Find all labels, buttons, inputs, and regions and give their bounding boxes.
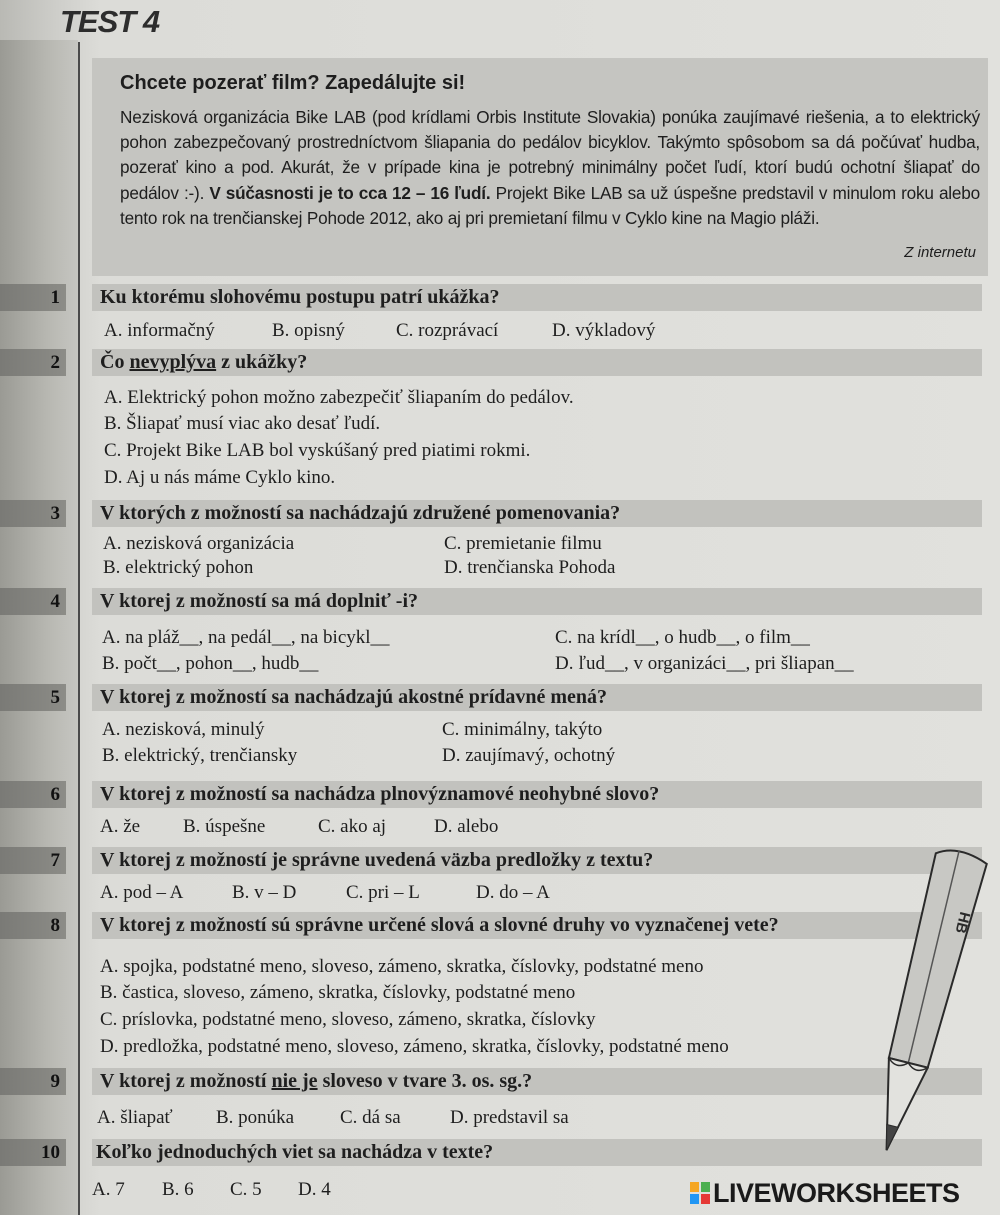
option-a[interactable]: A. nezisková organizácia	[103, 533, 295, 554]
option-c[interactable]: C. ako aj	[318, 816, 387, 837]
option-b[interactable]: B. ponúka	[216, 1107, 295, 1128]
option-b[interactable]: B. častica, sloveso, zámeno, skratka, číslovky, podstatné meno	[100, 982, 576, 1003]
passage-line: Projekt Bike LAB sa už úspešne predstavil v minulom roku alebo tento rok na	[120, 182, 980, 228]
option-c[interactable]: C. pri – L	[346, 882, 420, 903]
option-b[interactable]: B. počt__, pohon__, hudb__	[102, 653, 319, 674]
liveworksheets-logo	[690, 1178, 960, 1209]
question-text	[100, 349, 307, 376]
highlighted-sentence-part: cca 12 – 16 ľudí.	[358, 182, 491, 203]
option-b[interactable]: B. elektrický pohon	[103, 557, 254, 578]
option-d[interactable]: D. trenčianska Pohoda	[444, 557, 616, 578]
question-text: V ktorej z možností sú správne určené slová a slovné druhy vo vyznačenej vete?	[100, 914, 779, 936]
question-number: 4	[0, 588, 66, 615]
underlined-word: nevyplýva	[129, 351, 217, 373]
question-text-part: Čo	[100, 351, 130, 373]
option-d[interactable]: D. výkladový	[552, 320, 656, 341]
option-a[interactable]: A. 7	[92, 1179, 125, 1200]
question-text-part: V ktorej z možností	[100, 1070, 272, 1092]
option-b[interactable]: B. Šliapať musí viac ako desať ľudí.	[104, 413, 381, 434]
question-number: 6	[0, 781, 66, 808]
pencil-label: HB	[951, 909, 974, 936]
passage-line: Takýmto spôsobom sa dá počúvať hudba, pozerať kino a pod. Akurát, že v prípade kina je	[120, 132, 980, 178]
question-text: V ktorej z možností je správne uvedená väzba predložky z textu?	[100, 849, 654, 871]
question-number: 9	[0, 1068, 66, 1095]
option-b[interactable]: B. opisný	[272, 320, 345, 341]
underlined-word: nie je	[271, 1070, 318, 1092]
option-d[interactable]: D. ľud__, v organizáci__, pri šliapan__	[555, 653, 854, 674]
option-d[interactable]: D. predstavil sa	[450, 1107, 569, 1128]
question-number: 10	[0, 1139, 66, 1166]
option-b[interactable]: B. elektrický, trenčiansky	[102, 745, 298, 766]
question-number: 8	[0, 912, 66, 939]
left-margin-strip	[0, 40, 78, 1215]
option-c[interactable]: C. Projekt Bike LAB bol vyskúšaný pred piatimi rokmi.	[104, 440, 531, 461]
question-text: Ku ktorému slohovému postupu patrí ukážka?	[100, 286, 500, 308]
option-d[interactable]: D. do – A	[476, 882, 550, 903]
passage-source: Z internetu	[904, 244, 976, 261]
option-a[interactable]: A. pod – A	[100, 882, 184, 903]
option-d[interactable]: D. predložka, podstatné meno, sloveso, zámeno, skratka, číslovky, podstatné meno	[100, 1036, 729, 1057]
option-d[interactable]: D. zaujímavý, ochotný	[442, 745, 616, 766]
passage-line: Nezisková organizácia Bike LAB (pod krídlami Orbis Institute Slovakia) ponúka zaujímavé	[120, 107, 800, 127]
liveworksheets-logo-icon	[690, 1182, 710, 1204]
question-text: V ktorej z možností sa nachádzajú akostné prídavné mená?	[100, 686, 608, 708]
margin-line	[78, 42, 80, 1215]
passage-text	[120, 105, 980, 231]
option-b[interactable]: B. úspešne	[183, 816, 266, 837]
option-d[interactable]: D. alebo	[434, 816, 499, 837]
question-number: 5	[0, 684, 66, 711]
question-text: V ktorej z možností sa má doplniť -i?	[100, 590, 419, 612]
question-text: Koľko jednoduchých viet sa nachádza v texte?	[96, 1141, 494, 1163]
liveworksheets-logo-text: LIVEWORKSHEETS	[713, 1178, 960, 1208]
option-c[interactable]: C. rozprávací	[396, 320, 499, 341]
option-d[interactable]: D. Aj u nás máme Cyklo kino.	[104, 467, 336, 488]
option-c[interactable]: C. príslovka, podstatné meno, sloveso, zámeno, skratka, číslovky	[100, 1009, 596, 1030]
question-text: V ktorých z možností sa nachádzajú združené pomenovania?	[100, 502, 621, 524]
option-a[interactable]: A. šliapať	[97, 1107, 173, 1128]
option-d[interactable]: D. 4	[298, 1179, 331, 1200]
option-c[interactable]: C. minimálny, takýto	[442, 719, 603, 740]
question-text-part: sloveso v tvare 3. os. sg.?	[317, 1070, 533, 1092]
question-number: 1	[0, 284, 66, 311]
option-b[interactable]: B. v – D	[232, 882, 297, 903]
question-text	[100, 1068, 532, 1095]
passage-line: potrebný minimálny počet ľudí, ktorí budú ochotní šliapať do pedálov :-).	[120, 157, 980, 203]
question-number: 3	[0, 500, 66, 527]
option-a[interactable]: A. na pláž__, na pedál__, na bicykl__	[102, 627, 390, 648]
highlighted-sentence-part: V súčasnosti je to	[209, 182, 354, 203]
option-c[interactable]: C. na krídl__, o hudb__, o film__	[555, 627, 810, 648]
question-number: 2	[0, 349, 66, 376]
passage-line: trenčianskej Pohode 2012, ako aj pri premietaní filmu v Cyklo kine na Magio pláži.	[212, 207, 820, 228]
option-c[interactable]: C. dá sa	[340, 1107, 401, 1128]
option-c[interactable]: C. premietanie filmu	[444, 533, 602, 554]
question-text-part: z ukážky?	[216, 351, 308, 373]
option-a[interactable]: A. informačný	[104, 320, 215, 341]
test-title: TEST 4	[60, 4, 160, 39]
passage-line: riešenia, a to elektrický pohon zabezpečovaný prostredníctvom šliapania do pedálov bicyklov.	[120, 107, 981, 153]
option-a[interactable]: A. spojka, podstatné meno, sloveso, zámeno, skratka, číslovky, podstatné meno	[100, 956, 704, 977]
question-number: 7	[0, 847, 66, 874]
passage-title: Chcete pozerať film? Zapedálujte si!	[120, 72, 466, 94]
question-text: V ktorej z možností sa nachádza plnovýznamové neohybné slovo?	[100, 783, 660, 805]
pencil-illustration	[860, 835, 990, 1165]
option-a[interactable]: A. nezisková, minulý	[102, 719, 265, 740]
passage-box	[92, 58, 988, 276]
option-a[interactable]: A. Elektrický pohon možno zabezpečiť šliapaním do pedálov.	[104, 387, 574, 408]
option-b[interactable]: B. 6	[162, 1179, 194, 1200]
option-c[interactable]: C. 5	[230, 1179, 262, 1200]
option-a[interactable]: A. že	[100, 816, 141, 837]
